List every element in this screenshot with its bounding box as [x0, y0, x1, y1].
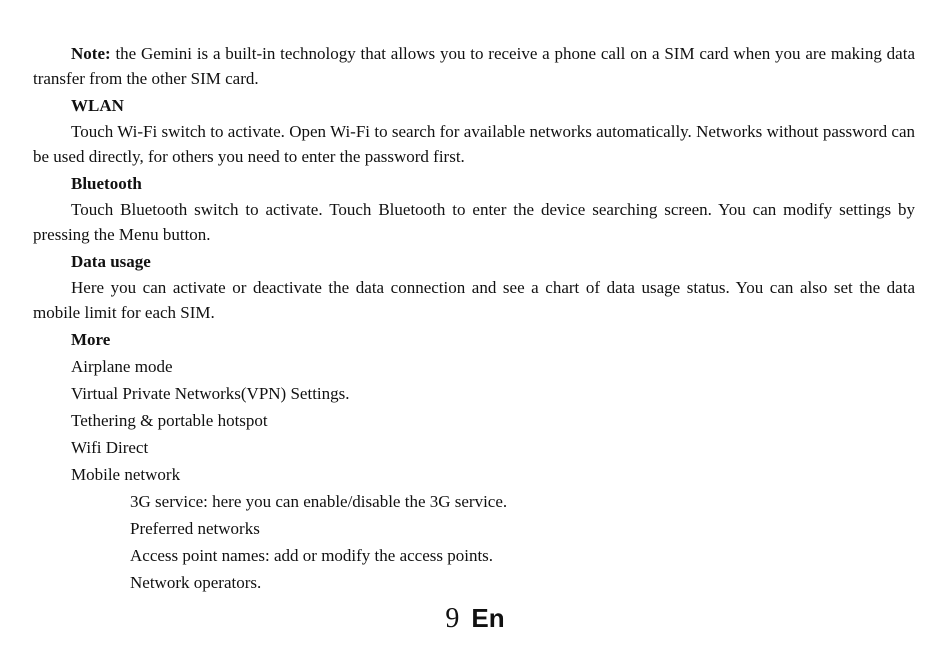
more-item-vpn-settings: Virtual Private Networks(VPN) Settings. — [71, 384, 350, 403]
document-body — [33, 41, 915, 596]
note-text: the Gemini is a built-in technology that allows you to receive a phone call on a SIM card when you are making data transfer from the other SIM card. — [33, 44, 915, 88]
more-item-wifi-direct: Wifi Direct — [71, 438, 149, 457]
mobile-network-item-network-operators: Network operators. — [130, 573, 262, 592]
bluetooth-heading: Bluetooth — [71, 174, 142, 193]
note-paragraph — [33, 41, 915, 91]
mobile-network-item-preferred-networks: Preferred networks — [130, 519, 260, 538]
wlan-heading: WLAN — [71, 96, 124, 115]
mobile-network-item-3g-service: 3G service: here you can enable/disable the 3G service. — [130, 492, 508, 511]
mobile-network-item-access-point-names: Access point names: add or modify the access points. — [130, 546, 494, 565]
more-item-tethering: Tethering & portable hotspot — [71, 411, 268, 430]
language-label: En — [471, 603, 505, 633]
bluetooth-paragraph: Touch Bluetooth switch to activate. Touch Bluetooth to enter the device searching screen. You can modify settings by pressing the Menu button. — [33, 200, 915, 244]
page-footer — [0, 603, 950, 635]
more-heading: More — [71, 330, 111, 349]
note-label: Note: — [71, 44, 111, 63]
data-usage-heading: Data usage — [71, 252, 151, 271]
page-number: 9 — [445, 603, 460, 634]
wlan-paragraph: Touch Wi-Fi switch to activate. Open Wi-Fi to search for available networks automatically. Networks without password can be used directly, for others you need to enter the password first. — [33, 122, 915, 166]
data-usage-paragraph: Here you can activate or deactivate the data connection and see a chart of data usage status. You can also set the data mobile limit for each SIM. — [33, 278, 915, 322]
more-item-airplane-mode: Airplane mode — [71, 357, 173, 376]
more-item-mobile-network: Mobile network — [71, 465, 181, 484]
